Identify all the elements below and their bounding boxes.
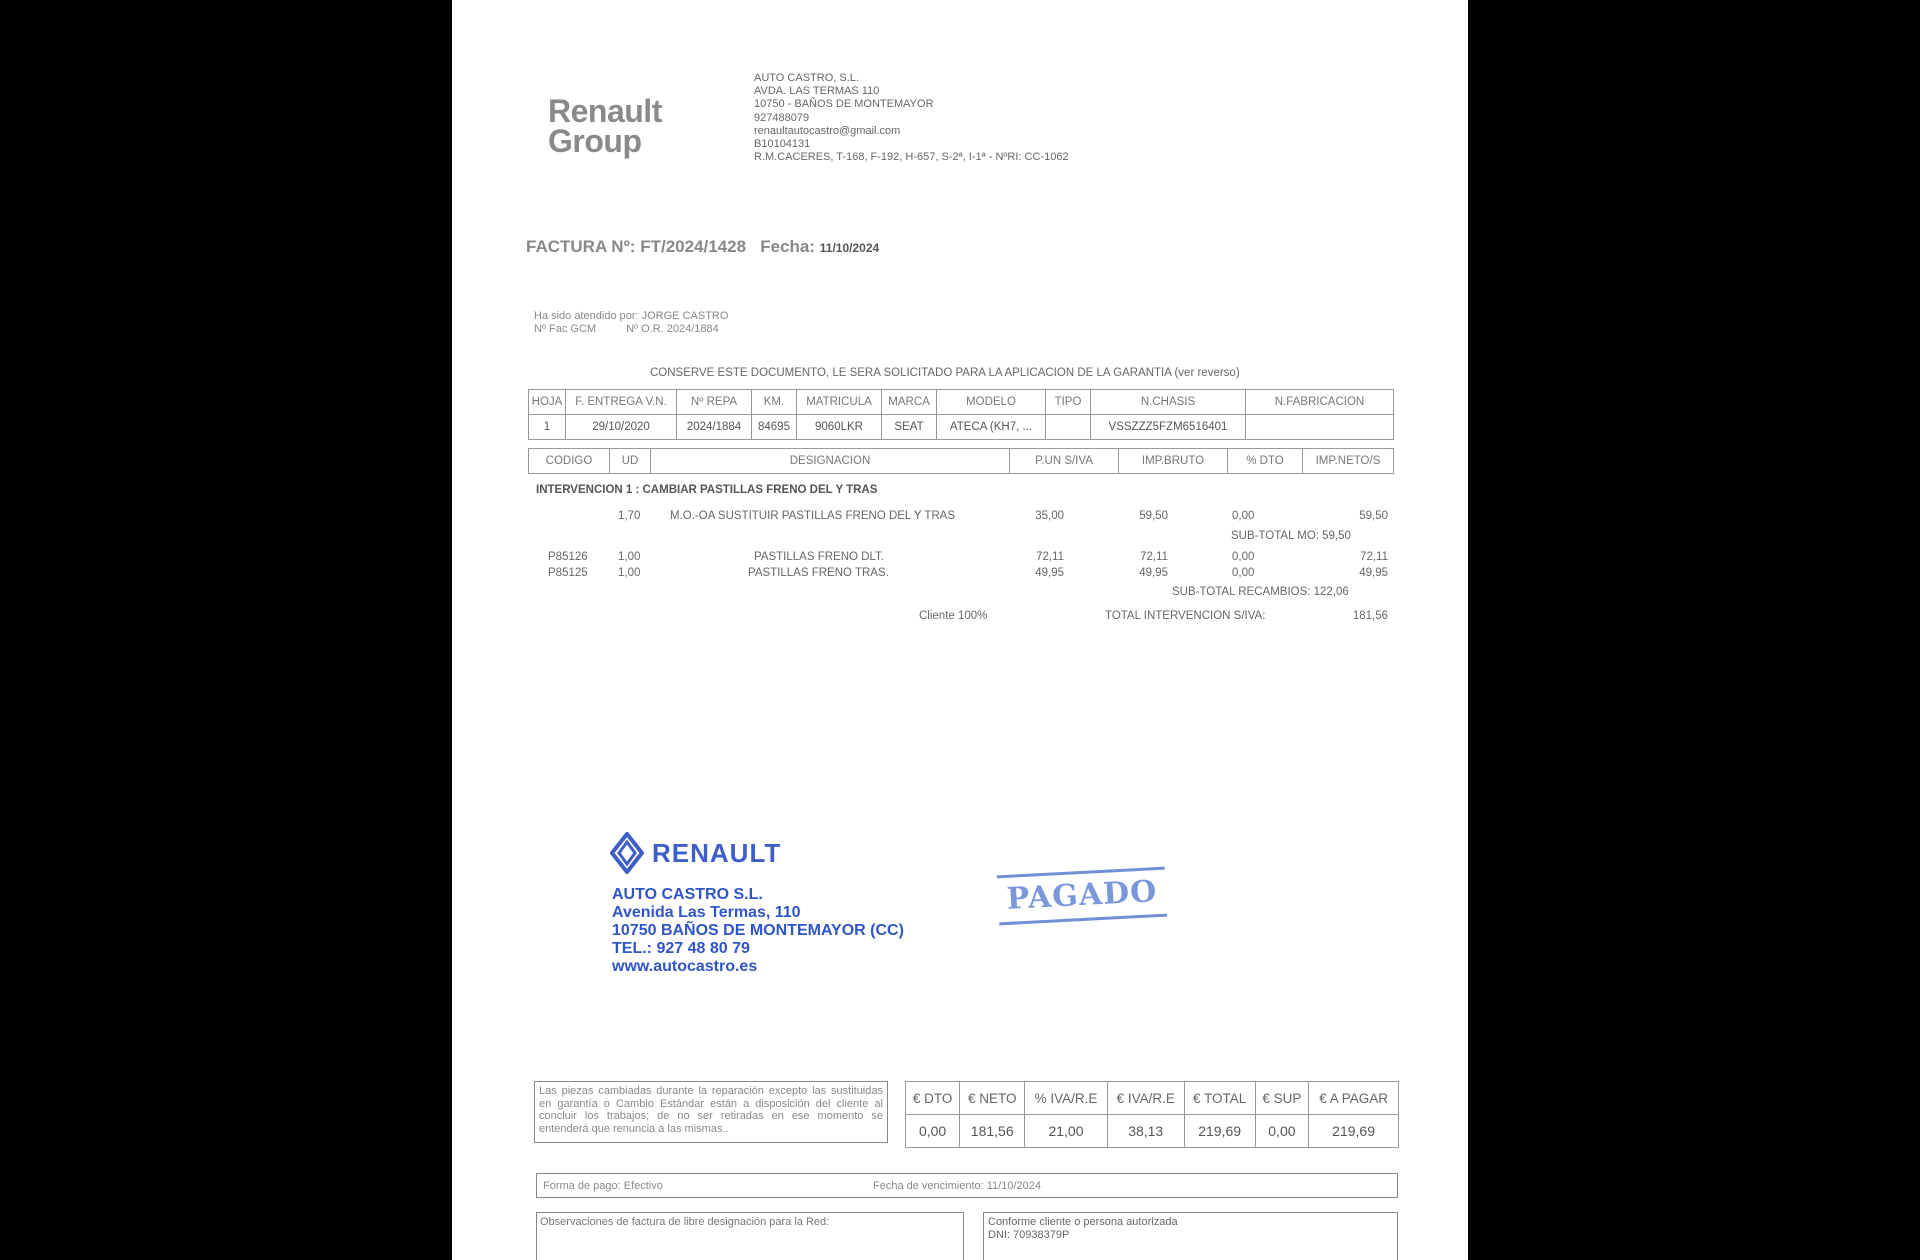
part-code: P85126 [548, 551, 588, 563]
dealer-line: TEL.: 927 48 80 79 [612, 940, 750, 957]
total-intervencion-value: 181,56 [1352, 610, 1388, 622]
forma-pago: Forma de pago: Efectivo [543, 1180, 663, 1192]
fecha-label: Fecha: [760, 237, 816, 256]
part-bruto: 49,95 [1139, 567, 1168, 579]
part-pun: 72,11 [1036, 551, 1064, 563]
col-entrega: F. ENTREGA V.N. [566, 390, 677, 415]
hdr-neto: IMP.NETO/S [1303, 449, 1394, 474]
invoice-page [452, 0, 1468, 1260]
tot-hdr-neto: € NETO [960, 1082, 1025, 1115]
renault-group-logo [548, 93, 688, 164]
col-marca: MARCA [882, 390, 937, 415]
subtotal-mo: SUB-TOTAL MO: 59,50 [1231, 530, 1351, 542]
part-dto: 0,00 [1232, 567, 1255, 579]
renault-diamond-icon [610, 832, 644, 874]
dealer-line: www.autocastro.es [612, 958, 758, 975]
tot-hdr-pagar: € A PAGAR [1309, 1082, 1399, 1115]
labor-ud: 1,70 [618, 510, 641, 522]
val-km: 84695 [752, 415, 797, 440]
tot-iva-pct: 21,00 [1025, 1115, 1107, 1148]
tot-iva: 38,13 [1107, 1115, 1184, 1148]
part-neto: 72,11 [1360, 551, 1388, 563]
invoice-date: 11/10/2024 [819, 241, 880, 255]
col-km: KM. [752, 390, 797, 415]
dealer-line: 10750 BAÑOS DE MONTEMAYOR (CC) [612, 922, 904, 939]
hdr-bruto: IMP.BRUTO [1119, 449, 1228, 474]
company-line: AUTO CASTRO, S.L. [754, 72, 859, 84]
labor-neto: 59,50 [1359, 510, 1388, 522]
company-line: AVDA. LAS TERMAS 110 [754, 85, 880, 98]
parts-notice: Las piezas cambiadas durante la reparación excepto las sustituidas en garantía o Cambio Estándar están a disposición del cliente al concluir los trabajos; de no ser retiradas en ese momento se entenderá que renuncia a las mismas.. [534, 1081, 888, 1143]
labor-desc: M.O.-OA SUSTITUIR PASTILLAS FRENO DEL Y TRAS [670, 510, 956, 522]
tot-neto: 181,56 [960, 1115, 1025, 1148]
val-tipo [1046, 415, 1091, 440]
col-hoja: HOJA [529, 390, 566, 415]
company-line: 10750 - BAÑOS DE MONTEMAYOR [754, 98, 934, 111]
company-line: B10104131 [754, 138, 811, 151]
val-chasis: VSSZZZ5FZM6516401 [1091, 415, 1246, 440]
col-tipo: TIPO [1046, 390, 1091, 415]
val-matricula: 9060LKR [797, 415, 882, 440]
part-bruto: 72,11 [1140, 551, 1168, 563]
conforme-box [983, 1212, 1398, 1260]
vehicle-values-row [529, 415, 1394, 440]
invoice-number: FT/2024/1428 [640, 237, 747, 256]
part-ud: 1,00 [618, 567, 641, 579]
tot-sup: 0,00 [1255, 1115, 1309, 1148]
val-repa: 2024/1884 [677, 415, 752, 440]
vehicle-header-row [529, 390, 1394, 415]
vehicle-table [528, 389, 1394, 440]
order-number: Nº O.R. 2024/1884 [626, 323, 719, 335]
conforme-label: Conforme cliente o persona autorizada [988, 1216, 1178, 1228]
company-line: R.M.CACERES, T-168, F-192, H-657, S-2ª, I-1ª - NºRI: CC-1062 [754, 151, 1069, 164]
hdr-pun: P.UN S/IVA [1010, 449, 1119, 474]
val-modelo: ATECA (KH7, ... [937, 415, 1046, 440]
val-marca: SEAT [882, 415, 937, 440]
part-neto: 49,95 [1359, 567, 1388, 579]
part-dto: 0,00 [1232, 551, 1255, 563]
tot-total: 219,69 [1184, 1115, 1255, 1148]
lines-header-table [528, 448, 1394, 474]
fac-gcm: Nº Fac GCM [534, 323, 597, 335]
subtotal-recambios: SUB-TOTAL RECAMBIOS: 122,06 [1172, 586, 1349, 598]
conforme-dni: DNI: 70938379P [988, 1229, 1070, 1241]
totals-header-row [906, 1082, 1399, 1115]
tot-pagar: 219,69 [1309, 1115, 1399, 1148]
tot-hdr-iva: € IVA/R.E [1107, 1082, 1184, 1115]
tot-hdr-sup: € SUP [1255, 1082, 1309, 1115]
tot-hdr-iva-pct: % IVA/R.E [1025, 1082, 1107, 1115]
tot-hdr-total: € TOTAL [1184, 1082, 1255, 1115]
col-repa: Nº REPA [677, 390, 752, 415]
col-matricula: MATRICULA [797, 390, 882, 415]
intervention-title: INTERVENCION 1 : CAMBIAR PASTILLAS FRENO DEL Y TRAS [536, 484, 878, 496]
observaciones-box: Observaciones de factura de libre designación para la Red: [536, 1212, 964, 1260]
tot-hdr-dto: € DTO [906, 1082, 960, 1115]
part-desc: PASTILLAS FRENO DLT. [754, 551, 884, 563]
payment-box [536, 1173, 1398, 1198]
lines-header-row [529, 449, 1394, 474]
val-entrega: 29/10/2020 [566, 415, 677, 440]
logo-line-2: Group [548, 123, 642, 159]
dealer-line: AUTO CASTRO S.L. [612, 886, 763, 903]
hdr-codigo: CODIGO [529, 449, 610, 474]
val-fabricacion [1246, 415, 1394, 440]
attended-info [534, 310, 728, 336]
val-hoja: 1 [529, 415, 566, 440]
invoice-label: FACTURA Nº: [526, 237, 636, 256]
company-line: renaultautocastro@gmail.com [754, 124, 901, 137]
part-desc: PASTILLAS FRENO TRAS. [748, 567, 889, 579]
conserve-notice: CONSERVE ESTE DOCUMENTO, LE SERA SOLICITADO PARA LA APLICACION DE LA GARANTIA (ver reverso) [650, 367, 1240, 379]
part-pun: 49,95 [1035, 567, 1064, 579]
part-code: P85125 [548, 567, 588, 579]
renault-brand-text: RENAULT [652, 838, 782, 868]
hdr-designacion: DESIGNACION [651, 449, 1010, 474]
dealer-line: Avenida Las Termas, 110 [612, 904, 801, 921]
company-info [754, 72, 1069, 164]
col-modelo: MODELO [937, 390, 1046, 415]
tot-dto: 0,00 [906, 1115, 960, 1148]
dealer-address [612, 886, 904, 976]
totals-table [905, 1081, 1399, 1148]
company-line: 927488079 [754, 111, 810, 124]
part-ud: 1,00 [618, 551, 641, 563]
totals-values-row [906, 1115, 1399, 1148]
labor-dto: 0,00 [1232, 510, 1255, 522]
total-intervencion-label: TOTAL INTERVENCION S/IVA: [1105, 610, 1266, 622]
invoice-title [526, 237, 879, 257]
attended-by: Ha sido atendido por: JORGE CASTRO [534, 310, 729, 322]
labor-pun: 35,00 [1035, 510, 1064, 522]
hdr-dto: % DTO [1228, 449, 1303, 474]
cliente-percent: Cliente 100% [919, 610, 988, 622]
logo-line-1: Renault [548, 93, 662, 129]
col-chasis: N.CHASIS [1091, 390, 1246, 415]
col-fabricacion: N.FABRICACION [1246, 390, 1394, 415]
fecha-vencimiento: Fecha de vencimiento: 11/10/2024 [873, 1180, 1041, 1192]
labor-bruto: 59,50 [1139, 510, 1168, 522]
hdr-ud: UD [610, 449, 651, 474]
pagado-stamp: PAGADO [997, 867, 1167, 926]
